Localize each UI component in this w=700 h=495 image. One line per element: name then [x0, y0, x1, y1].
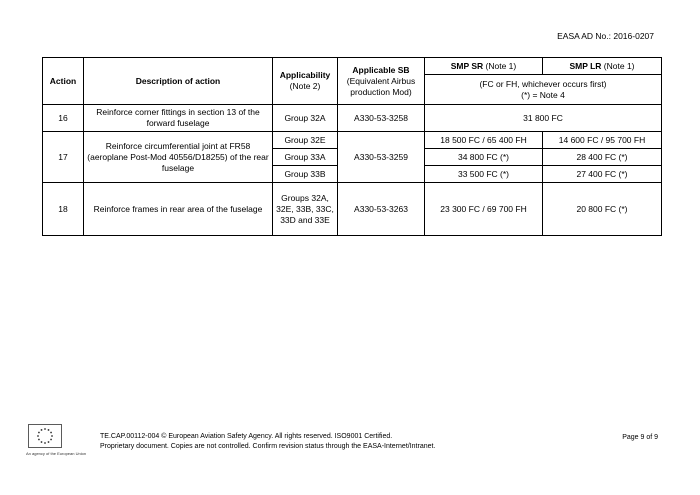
action-number: 16 [43, 105, 84, 132]
page-number: Page 9 of 9 [622, 434, 658, 441]
eu-star [44, 428, 46, 430]
col-action-header: Action [43, 58, 84, 105]
smp-lr-cell: 20 800 FC (*) [543, 183, 662, 236]
action-description: Reinforce circumferential joint at FR58 (aeroplane Post-Mod 40556/D18255) of the rear fuselage [84, 132, 273, 183]
col-smp-sr-header [425, 58, 543, 75]
smp-lr-cell: 27 400 FC (*) [543, 166, 662, 183]
applicability-cell: Group 32A [273, 105, 338, 132]
threshold-line-1: (FC or FH, whichever occurs first) [479, 78, 607, 89]
eu-star [38, 439, 40, 441]
applicability-note: (Note 2) [289, 81, 321, 91]
footer-line-1: TE.CAP.00112-004 © European Aviation Safety Agency. All rights reserved. ISO9001 Certified. [100, 433, 393, 440]
smp-sr-cell: 34 800 FC (*) [425, 149, 543, 166]
col-sb-header [338, 58, 425, 105]
smp-lr-cell: 14 600 FC / 95 700 FH [543, 132, 662, 149]
applicability-title: Applicability [279, 70, 331, 80]
applicability-cell: Group 33A [273, 149, 338, 166]
eu-flag-logo [28, 424, 62, 448]
actions-table [42, 57, 662, 236]
table-header-row [43, 58, 662, 75]
smp-lr-cell: 28 400 FC (*) [543, 149, 662, 166]
applicability-cell: Groups 32A, 32E, 33B, 33C, 33D and 33E [273, 183, 338, 236]
table-row [43, 105, 662, 132]
smp-threshold-cell: 31 800 FC [425, 105, 662, 132]
sb-title: Applicable SB [352, 64, 410, 75]
eu-star [44, 442, 46, 444]
smp-sr-cell: 18 500 FC / 65 400 FH [425, 132, 543, 149]
footer-copyright [100, 432, 435, 452]
smp-sr-cell: 23 300 FC / 69 700 FH [425, 183, 543, 236]
col-smp-lr-header [543, 58, 662, 75]
smp-lr-note: (Note 1) [601, 60, 635, 71]
sb-cell: A330-53-3263 [338, 183, 425, 236]
eu-star [41, 429, 43, 431]
eu-star [51, 435, 53, 437]
action-description: Reinforce frames in rear area of the fuselage [84, 183, 273, 236]
col-description-header: Description of action [84, 58, 273, 105]
smp-lr-title: SMP LR [569, 60, 602, 71]
threshold-line-2: (*) = Note 4 [521, 89, 565, 100]
table-row [43, 132, 662, 149]
applicability-cell: Group 33B [273, 166, 338, 183]
action-number: 17 [43, 132, 84, 183]
action-description: Reinforce corner fittings in section 13 of the forward fuselage [84, 105, 273, 132]
smp-sr-title: SMP SR [450, 60, 484, 71]
sb-subtitle: (Equivalent Airbus production Mod) [346, 75, 416, 97]
ad-number: EASA AD No.: 2016-0207 [557, 31, 654, 41]
sb-cell: A330-53-3259 [338, 132, 425, 183]
eu-star [48, 429, 50, 431]
action-number: 18 [43, 183, 84, 236]
applicability-cell: Group 32E [273, 132, 338, 149]
eu-star [38, 432, 40, 434]
table-row [43, 183, 662, 236]
eu-star [41, 441, 43, 443]
smp-sr-cell: 33 500 FC (*) [425, 166, 543, 183]
eu-star [50, 432, 52, 434]
smp-sr-note: (Note 1) [483, 60, 517, 71]
footer-line-2: Proprietary document. Copies are not controlled. Confirm revision status through the EASA-Internet/Intranet. [100, 443, 436, 450]
eu-star [37, 435, 39, 437]
eu-star [48, 441, 50, 443]
threshold-note-cell [425, 75, 662, 105]
sb-cell: A330-53-3258 [338, 105, 425, 132]
eu-star [50, 439, 52, 441]
agency-caption: An agency of the European Union [26, 451, 87, 456]
col-applicability-header [273, 58, 338, 105]
